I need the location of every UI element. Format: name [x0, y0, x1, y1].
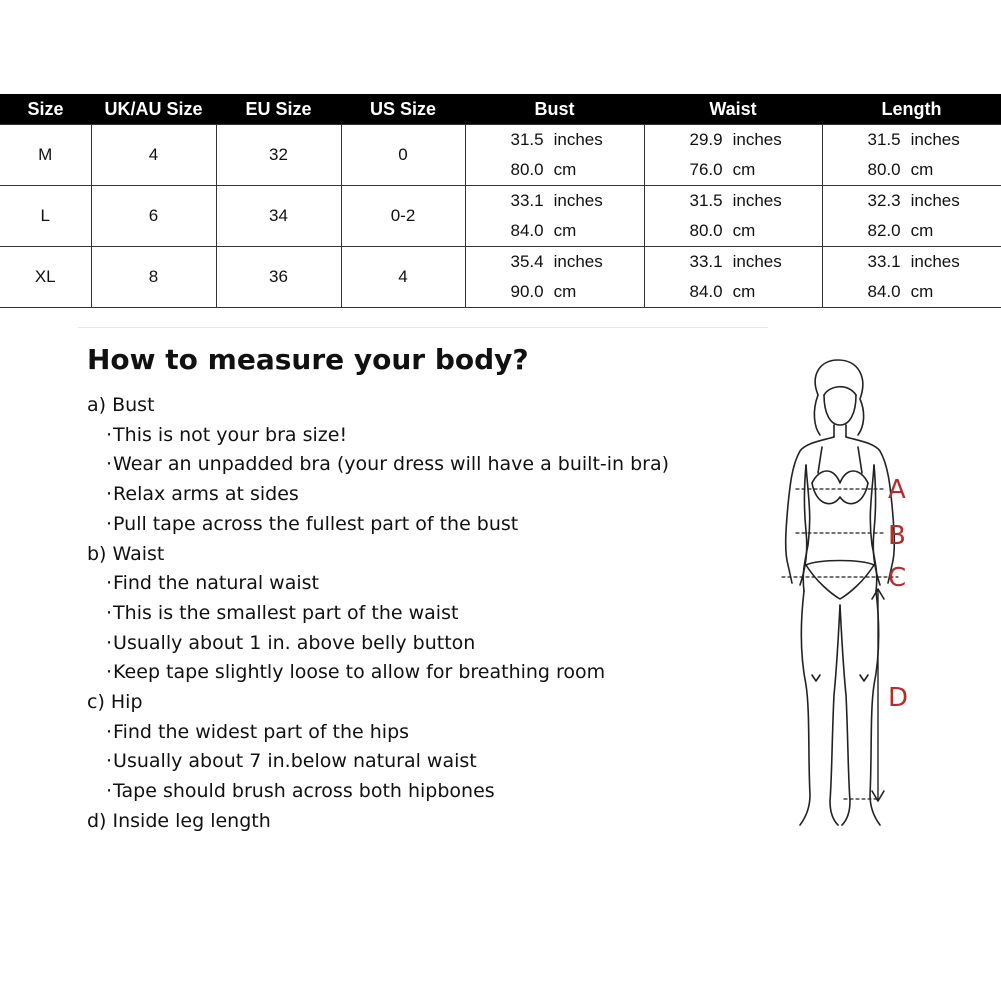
- waist-inches-value: 31.5: [689, 191, 723, 210]
- tip-item: · Find the widest part of the hips: [106, 718, 767, 748]
- tip-list: [87, 569, 767, 688]
- cell-waist: [644, 247, 822, 308]
- section-heading: c) Hip: [87, 691, 143, 714]
- cell-uk-au-size: 6: [91, 186, 216, 247]
- length-inches-value: 33.1: [867, 252, 901, 271]
- header-us-size: US Size: [341, 94, 465, 125]
- unit-inches: inches: [553, 130, 603, 149]
- size-chart-table: [0, 94, 1001, 308]
- header-length: Length: [822, 94, 1001, 125]
- label-d: D: [888, 683, 909, 713]
- tip-item: · Relax arms at sides: [106, 480, 767, 510]
- waist-cm-value: 76.0: [689, 160, 723, 179]
- section-heading: b) Waist: [87, 542, 165, 565]
- measure-guide: [87, 338, 767, 837]
- label-b: B: [888, 521, 906, 551]
- label-a: A: [888, 475, 906, 505]
- cell-bust: [465, 247, 644, 308]
- table-row: [0, 125, 1001, 186]
- unit-cm: cm: [732, 160, 756, 179]
- header-bust: Bust: [465, 94, 644, 125]
- unit-cm: cm: [553, 160, 577, 179]
- cell-eu-size: 34: [216, 186, 341, 247]
- cell-length: [822, 125, 1001, 186]
- bust-inches-value: 31.5: [510, 130, 544, 149]
- unit-inches: inches: [732, 191, 782, 210]
- body-measurement-figure: [760, 355, 920, 835]
- cell-eu-size: 32: [216, 125, 341, 186]
- cell-us-size: 4: [341, 247, 465, 308]
- tip-item: · This is the smallest part of the waist: [106, 599, 767, 629]
- cell-length: [822, 247, 1001, 308]
- unit-inches: inches: [910, 130, 960, 149]
- bust-cm-value: 84.0: [510, 221, 544, 240]
- tip-item: · Find the natural waist: [106, 569, 767, 599]
- tip-list: [87, 718, 767, 807]
- cell-size: M: [0, 125, 91, 186]
- section-heading: a) Bust: [87, 394, 155, 416]
- cell-size: L: [0, 186, 91, 247]
- unit-inches: inches: [732, 252, 782, 271]
- header-size: Size: [0, 94, 91, 125]
- cell-eu-size: 36: [216, 247, 341, 308]
- length-inches-value: 31.5: [867, 130, 901, 149]
- cell-waist: [644, 186, 822, 247]
- waist-inches-value: 29.9: [689, 130, 723, 149]
- tip-item: · This is not your bra size!: [106, 421, 767, 451]
- bust-cm-value: 90.0: [510, 282, 544, 301]
- length-cm-value: 82.0: [867, 221, 901, 240]
- cell-us-size: 0: [341, 125, 465, 186]
- table-row: [0, 186, 1001, 247]
- waist-cm-value: 84.0: [689, 282, 723, 301]
- length-cm-value: 80.0: [867, 160, 901, 179]
- label-c: C: [888, 563, 907, 593]
- bust-cm-value: 80.0: [510, 160, 544, 179]
- tip-item: · Usually about 1 in. above belly button: [106, 629, 767, 659]
- cell-bust: [465, 125, 644, 186]
- waist-cm-value: 80.0: [689, 221, 723, 240]
- cell-uk-au-size: 8: [91, 247, 216, 308]
- guide-section-waist: [87, 540, 767, 689]
- header-uk-au-size: UK/AU Size: [91, 94, 216, 125]
- cell-bust: [465, 186, 644, 247]
- tip-item: · Tape should brush across both hipbones: [106, 777, 767, 807]
- tip-item: · Wear an unpadded bra (your dress will have a built-in bra): [106, 450, 767, 480]
- tip-item: · Keep tape slightly loose to allow for breathing room: [106, 658, 767, 688]
- length-inches-value: 32.3: [867, 191, 901, 210]
- cell-waist: [644, 125, 822, 186]
- waist-inches-value: 33.1: [689, 252, 723, 271]
- unit-inches: inches: [732, 130, 782, 149]
- section-heading: d) Inside leg length: [87, 809, 271, 832]
- cell-size: XL: [0, 247, 91, 308]
- tip-list: [87, 421, 767, 540]
- unit-cm: cm: [910, 282, 934, 301]
- cell-us-size: 0-2: [341, 186, 465, 247]
- guide-section-inside-leg: [87, 807, 767, 837]
- unit-cm: cm: [910, 221, 934, 240]
- guide-title: How to measure your body?: [87, 343, 529, 376]
- unit-cm: cm: [553, 221, 577, 240]
- tip-item: · Pull tape across the fullest part of the bust: [106, 510, 767, 540]
- cell-uk-au-size: 4: [91, 125, 216, 186]
- unit-inches: inches: [553, 191, 603, 210]
- unit-cm: cm: [910, 160, 934, 179]
- cell-length: [822, 186, 1001, 247]
- unit-cm: cm: [732, 221, 756, 240]
- bust-inches-value: 33.1: [510, 191, 544, 210]
- tip-item: · Usually about 7 in.below natural waist: [106, 747, 767, 777]
- unit-inches: inches: [910, 252, 960, 271]
- header-eu-size: EU Size: [216, 94, 341, 125]
- unit-cm: cm: [732, 282, 756, 301]
- body-outline-icon: [760, 355, 920, 835]
- table-row: [0, 247, 1001, 308]
- length-cm-value: 84.0: [867, 282, 901, 301]
- bust-inches-value: 35.4: [510, 252, 544, 271]
- guide-section-hip: [87, 688, 767, 807]
- section-divider: [78, 327, 768, 328]
- guide-section-bust: [87, 391, 767, 540]
- unit-inches: inches: [910, 191, 960, 210]
- unit-inches: inches: [553, 252, 603, 271]
- unit-cm: cm: [553, 282, 577, 301]
- table-header-row: [0, 94, 1001, 125]
- header-waist: Waist: [644, 94, 822, 125]
